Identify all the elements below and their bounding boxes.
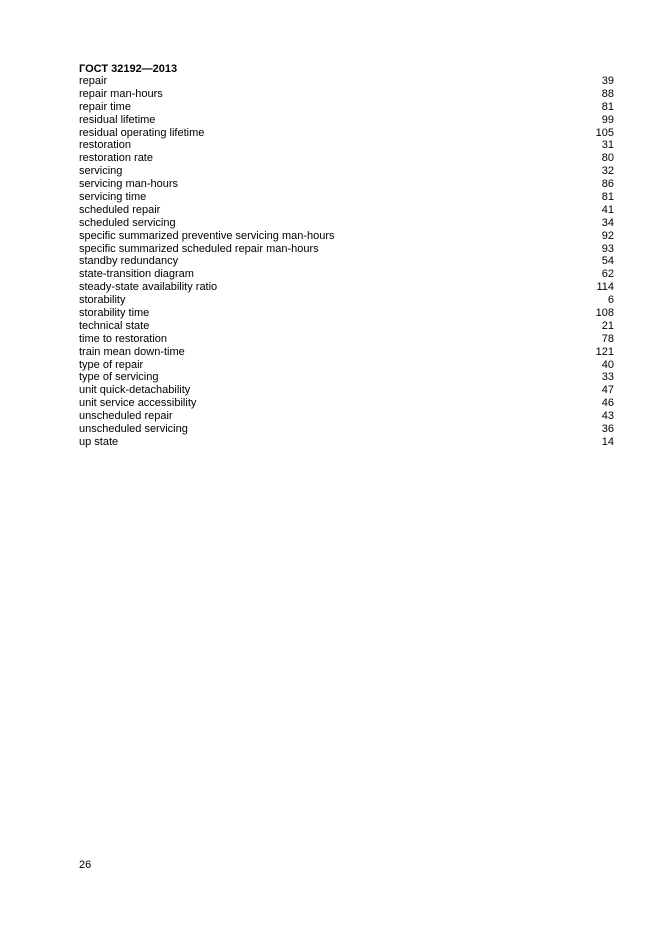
index-entry <box>79 191 614 204</box>
index-entry <box>79 320 614 333</box>
index-term: scheduled repair <box>79 203 161 216</box>
index-entry <box>79 410 614 423</box>
index-page-ref: 86 <box>601 178 614 191</box>
index-page-ref: 31 <box>601 139 614 152</box>
page-header: ГОСТ 32192—2013 <box>79 63 178 75</box>
index-page-ref: 6 <box>607 294 614 307</box>
index-entry <box>79 333 614 346</box>
index-entry <box>79 127 614 140</box>
index-term: servicing time <box>79 191 147 204</box>
index-entry <box>79 139 614 152</box>
index-entry <box>79 114 614 127</box>
index-entry <box>79 281 614 294</box>
index-page-ref: 40 <box>601 358 614 371</box>
index-page-ref: 80 <box>601 152 614 165</box>
index-term: specific summarized preventive servicing man-hours <box>79 229 335 242</box>
index-term: unit quick-detachability <box>79 384 191 397</box>
index-term: restoration rate <box>79 152 153 165</box>
index-entry <box>79 436 614 449</box>
index-entry <box>79 307 614 320</box>
index-page-ref: 105 <box>595 126 614 139</box>
index-page-ref: 78 <box>601 332 614 345</box>
index-term: state-transition diagram <box>79 268 194 281</box>
index-page-ref: 32 <box>601 165 614 178</box>
index-page-ref: 41 <box>601 203 614 216</box>
index-term: time to restoration <box>79 332 168 345</box>
index-page-ref: 88 <box>601 87 614 100</box>
index-entry <box>79 268 614 281</box>
index-term: type of servicing <box>79 371 159 384</box>
index-page-ref: 121 <box>595 345 614 358</box>
index-term: train mean down-time <box>79 345 185 358</box>
index-term: servicing <box>79 165 123 178</box>
index-page-ref: 92 <box>601 229 614 242</box>
index-entry <box>79 359 614 372</box>
index-term: up state <box>79 435 119 448</box>
index-entry <box>79 397 614 410</box>
index-term: technical state <box>79 319 150 332</box>
index-term: storability time <box>79 307 150 320</box>
index-page-ref: 81 <box>601 100 614 113</box>
index-page-ref: 14 <box>601 435 614 448</box>
index-page-ref: 39 <box>601 75 614 87</box>
index-entry <box>79 243 614 256</box>
index-entry <box>79 165 614 178</box>
index-entry <box>79 371 614 384</box>
index-entry <box>79 294 614 307</box>
index-term: servicing man-hours <box>79 178 179 191</box>
index-term: scheduled servicing <box>79 216 176 229</box>
index-entry <box>79 152 614 165</box>
index-entry <box>79 255 614 268</box>
index-term: unit service accessibility <box>79 397 197 410</box>
index-page-ref: 21 <box>601 319 614 332</box>
index-page-ref: 62 <box>601 268 614 281</box>
index-entry <box>79 384 614 397</box>
index-page-ref: 93 <box>601 242 614 255</box>
index-entry <box>79 75 614 88</box>
page-number: 26 <box>79 859 92 871</box>
index-page-ref: 81 <box>601 191 614 204</box>
index-entry <box>79 88 614 101</box>
index-term: restoration <box>79 139 131 152</box>
index-term: residual lifetime <box>79 113 156 126</box>
index-page-ref: 43 <box>601 410 614 423</box>
index-term: repair time <box>79 100 131 113</box>
index-page-ref: 46 <box>601 397 614 410</box>
index-term: specific summarized scheduled repair man-hours <box>79 242 319 255</box>
index-entry <box>79 230 614 243</box>
index-page-ref: 108 <box>595 307 614 320</box>
index-term: steady-state availability ratio <box>79 281 218 294</box>
index-page-ref: 33 <box>601 371 614 384</box>
index-entry <box>79 178 614 191</box>
index-entry <box>79 423 614 436</box>
index-entry <box>79 101 614 114</box>
index-term: repair <box>79 75 108 87</box>
index-entry <box>79 204 614 217</box>
index-term: standby redundancy <box>79 255 179 268</box>
index-entry <box>79 346 614 359</box>
index-page-ref: 99 <box>601 113 614 126</box>
index-term: repair man-hours <box>79 87 163 100</box>
index-page-ref: 114 <box>596 281 614 294</box>
index-page-ref: 47 <box>601 384 614 397</box>
index-list <box>79 75 614 449</box>
index-page-ref: 36 <box>601 423 614 436</box>
index-term: unscheduled servicing <box>79 423 188 436</box>
index-term: residual operating lifetime <box>79 126 205 139</box>
index-page-ref: 54 <box>601 255 614 268</box>
index-term: storability <box>79 294 126 307</box>
index-page-ref: 34 <box>601 216 614 229</box>
index-term: unscheduled repair <box>79 410 173 423</box>
index-term: type of repair <box>79 358 144 371</box>
index-entry <box>79 217 614 230</box>
